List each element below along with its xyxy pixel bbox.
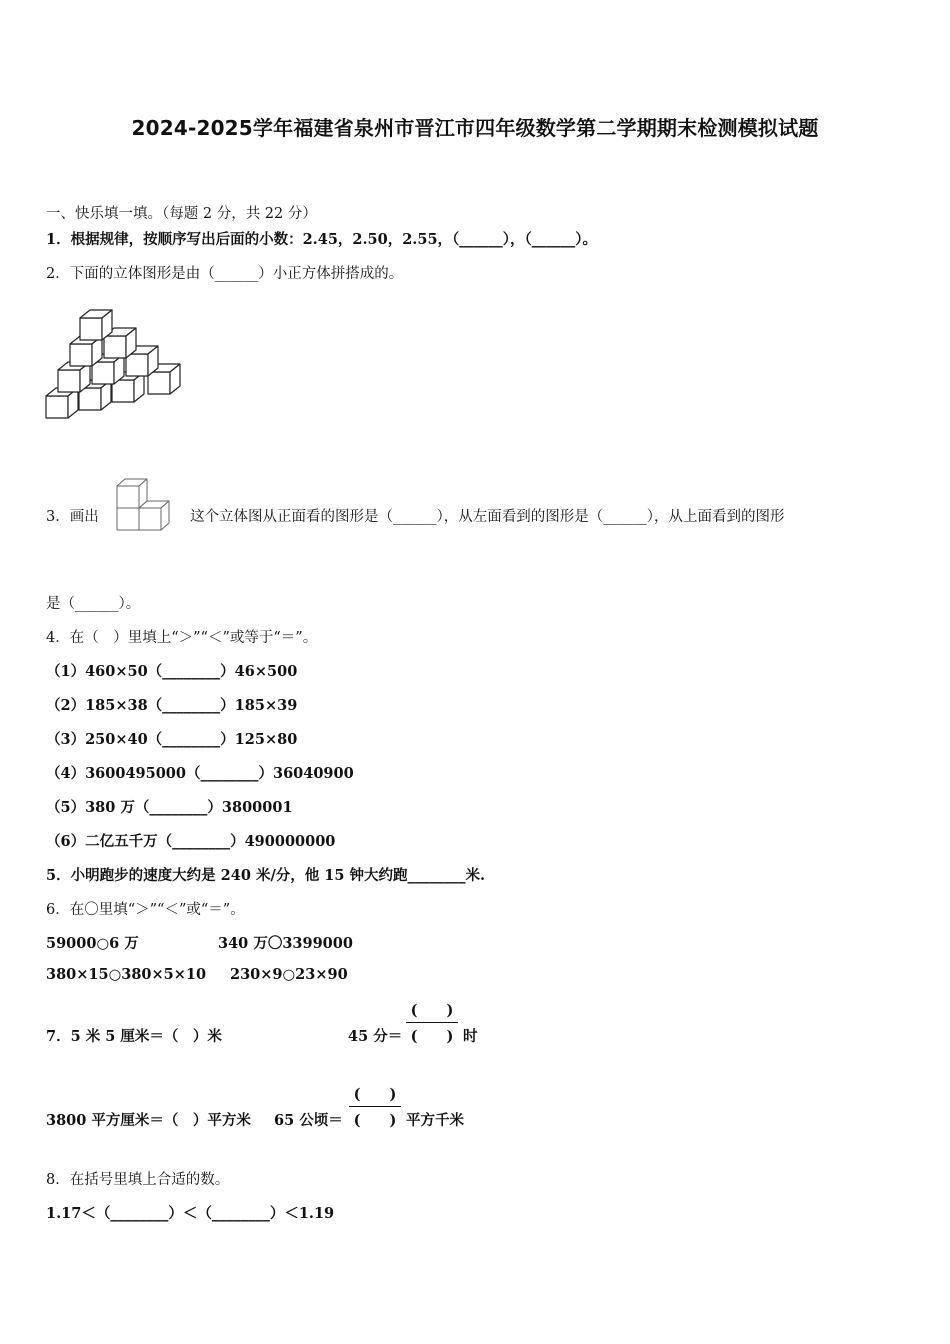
fraction-denominator: ( ) bbox=[410, 1028, 454, 1045]
question-6-item: 380×15○380×5×10 bbox=[46, 966, 207, 983]
question-7-b-suffix: 时 bbox=[463, 1028, 478, 1045]
question-8: 8．在括号里填上合适的数。 bbox=[46, 1172, 230, 1188]
question-1: 1．根据规律，按顺序写出后面的小数：2.45，2.50，2.55，（______），（______）。 bbox=[46, 231, 598, 248]
fraction-numerator: ( ) bbox=[353, 1086, 397, 1103]
question-4-item: （5）380 万（________）3800001 bbox=[46, 799, 293, 816]
small-cube-figure bbox=[112, 466, 178, 536]
fraction bbox=[406, 999, 458, 1046]
question-6-item: 340 万〇3399000 bbox=[218, 935, 353, 952]
fraction-numerator: ( ) bbox=[410, 1002, 454, 1019]
cube bbox=[117, 479, 147, 508]
question-6: 6．在〇里填“＞”“＜”或“＝”。 bbox=[46, 902, 245, 918]
question-7-d-prefix: 65 公顷＝ bbox=[274, 1112, 343, 1129]
page-title: 2024-2025学年福建省泉州市晋江市四年级数学第二学期期末检测模拟试题 bbox=[131, 116, 819, 140]
cube bbox=[139, 501, 169, 530]
question-7-c: 3800 平方厘米＝（ ）平方米 bbox=[46, 1112, 251, 1129]
question-4-item: （2）185×38（________）185×39 bbox=[46, 697, 298, 714]
fraction bbox=[349, 1083, 401, 1130]
question-4-item: （1）460×50（________）46×500 bbox=[46, 663, 298, 680]
question-7-b-prefix: 45 分＝ bbox=[348, 1028, 403, 1045]
question-8-line: 1.17＜（________）＜（________）＜1.19 bbox=[46, 1205, 335, 1222]
question-3: 这个立体图从正面看的图形是（______），从左面看到的图形是（______），从上面看到的图形 bbox=[190, 509, 785, 525]
cube-stack-figure bbox=[44, 304, 188, 422]
question-6-item: 230×9○23×90 bbox=[230, 966, 348, 983]
question-6-item: 59000○6 万 bbox=[46, 935, 139, 952]
question-4-item: （3）250×40（________）125×80 bbox=[46, 731, 298, 748]
question-4-item: （6）二亿五千万（________）490000000 bbox=[46, 833, 336, 850]
cube bbox=[80, 310, 112, 340]
question-7-d-suffix: 平方千米 bbox=[406, 1112, 464, 1129]
fraction-bar bbox=[406, 1022, 458, 1023]
question-4-item: （4）3600495000（________）36040900 bbox=[46, 765, 354, 782]
question-4: 4．在（ ）里填上“＞”“＜”或等于“＝”。 bbox=[46, 630, 318, 646]
question-3-continued: 是（______）。 bbox=[46, 596, 141, 612]
question-7-a: 7．5 米 5 厘米＝（ ）米 bbox=[46, 1028, 222, 1045]
fraction-denominator: ( ) bbox=[353, 1112, 397, 1129]
question-3-prefix: 3．画出 bbox=[46, 509, 99, 525]
section-heading: 一、快乐填一填。（每题 2 分，共 22 分） bbox=[46, 206, 317, 222]
fraction-bar bbox=[349, 1106, 401, 1107]
question-5: 5．小明跑步的速度大约是 240 米/分，他 15 钟大约跑________米. bbox=[46, 867, 486, 884]
question-2: 2．下面的立体图形是由（______）小正方体拼搭成的。 bbox=[46, 266, 404, 282]
